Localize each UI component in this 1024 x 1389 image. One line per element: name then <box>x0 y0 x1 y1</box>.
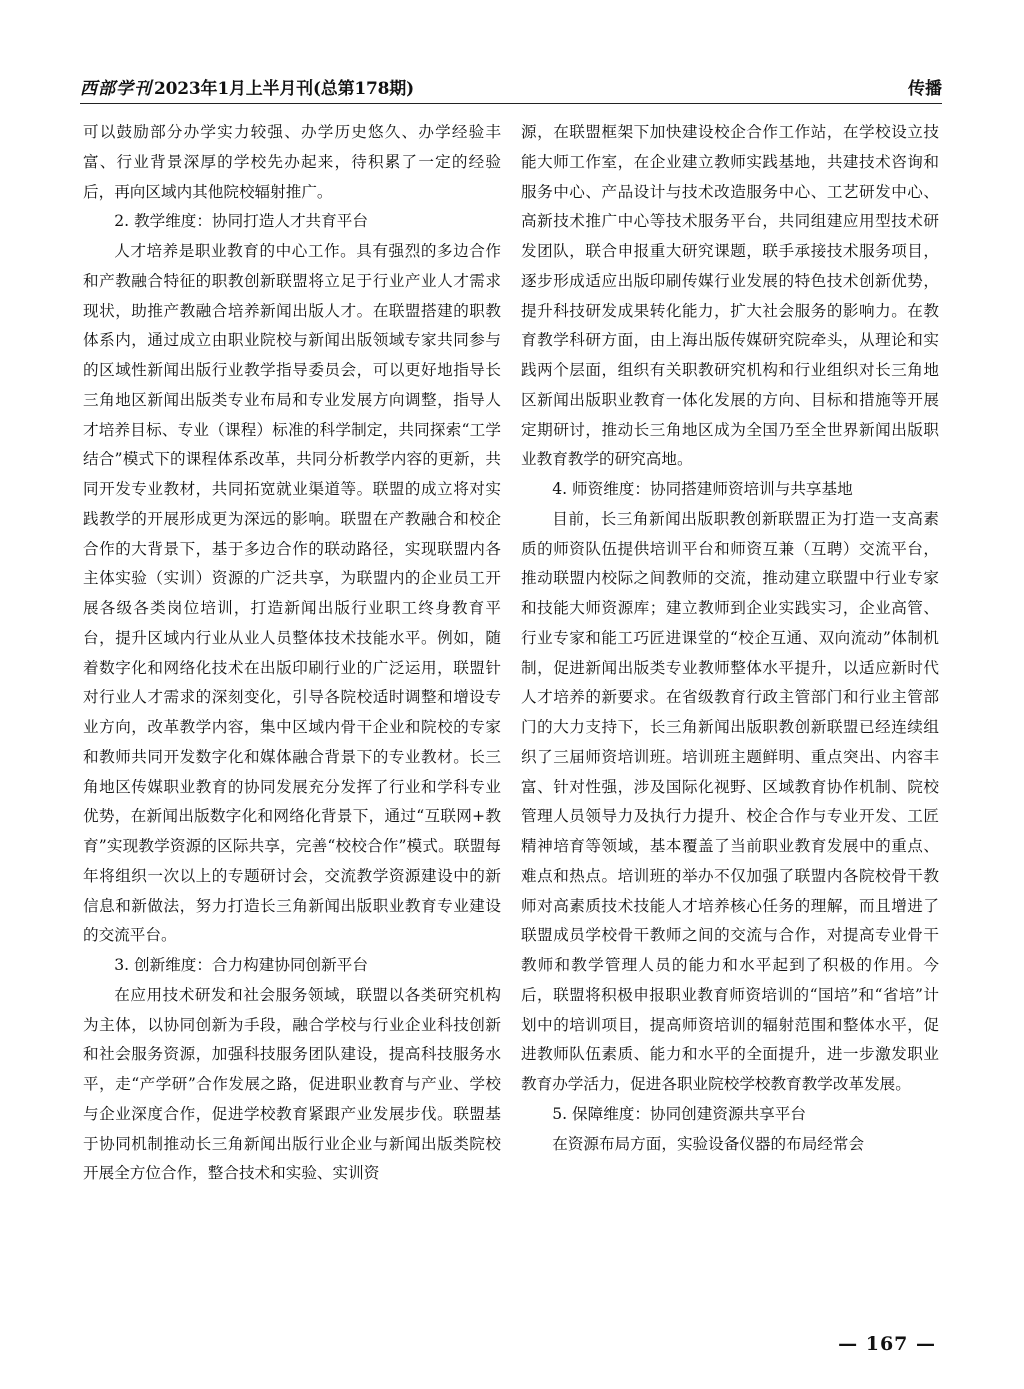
paragraph: 目前，长三角新闻出版职教创新联盟正为打造一支高素质的师资队伍提供培训平台和师资互兼（互聘）交流平台，推动联盟内校际之间教师的交流，推动建立联盟中行业专家和技能大师资源库；建立教师到企业实践实习，企业高管、行业专家和能工巧匠进课堂的“校企互通、双向流动”体制机制，促进新闻出版类专业教师整体水平提升，以适应新时代人才培养的新要求。在省级教育行政主管部门和行业主管部门的大力支持下，长三角新闻出版职教创新联盟已经连续组织了三届师资培训班。培训班主题鲜明、重点突出、内容丰富、针对性强，涉及国际化视野、区域教育协作机制、院校管理人员领导力及执行力提升、校企合作与专业开发、工匠精神培育等领域，基本覆盖了当前职业教育发展中的重点、难点和热点。培训班的举办不仅加强了联盟内各院校骨干教师对高素质技术技能人才培养核心任务的理解，而且增进了联盟成员学校骨干教师之间的交流与合作，对提高专业骨干教师和教学管理人员的能力和水平起到了积极的作用。今后，联盟将积极申报职业教育师资培训的“国培”和“省培”计划中的培训项目，提高师资培训的辐射范围和整体水平，促进教师队伍素质、能力和水平的全面提升，进一步激发职业教育办学活力，促进各职业院校学校教育教学改革发展。 <box>521 509 939 1093</box>
page-number: — 167 — <box>838 1333 936 1355</box>
subsection-heading: 5. 保障维度：协同创建资源共享平台 <box>552 1104 806 1123</box>
subsection-heading: 2. 教学维度：协同打造人才共育平台 <box>114 212 368 231</box>
subsection-heading: 4. 师资维度：协同搭建师资培训与共享基地 <box>552 480 853 498</box>
running-header <box>80 70 942 102</box>
right-column <box>521 118 939 1159</box>
subsection-heading: 3. 创新维度：合力构建协同创新平台 <box>114 956 368 974</box>
section-title: 传播 <box>908 79 942 99</box>
paragraph: 源，在联盟框架下加快建设校企合作工作站，在学校设立技能大师工作室，在企业建立教师实践基地，共建技术咨询和服务中心、产品设计与技术改造服务中心、工艺研发中心、高新技术推广中心等技术服务平台，共同组建应用型技术研发团队，联合申报重大研究课题，联手承接技术服务项目，逐步形成适应出版印刷传媒行业发展的特色技术创新优势，提升科技研发成果转化能力，扩大社会服务的影响力。在教育教学科研方面，由上海出版传媒研究院牵头，从理论和实践两个层面，组织有关职教研究机构和行业组织对长三角地区新闻出版职业教育一体化发展的方向、目标和措施等开展定期研讨，推动长三角地区成为全国乃至全世界新闻出版职业教育教学的研究高地。 <box>521 123 939 469</box>
paragraph: 人才培养是职业教育的中心工作。具有强烈的多边合作和产教融合特征的职教创新联盟将立足于行业产业人才需求现状，助推产教融合培养新闻出版人才。在联盟搭建的职教体系内，通过成立由职业院校与新闻出版领域专家共同参与的区域性新闻出版行业教学指导委员会，可以更好地指导长三角地区新闻出版类专业布局和专业发展方向调整，指导人才培养目标、专业（课程）标准的科学制定，共同探索“工学结合”模式下的课程体系改革，共同分析教学内容的更新，共同开发专业教材，共同拓宽就业渠道等。联盟的成立将对实践教学的开展形成更为深远的影响。联盟在产教融合和校企合作的大背景下，基于多边合作的联动路径，实现联盟内各主体实验（实训）资源的广泛共享，为联盟内的企业员工开展各级各类岗位培训，打造新闻出版行业职工终身教育平台，提升区域内行业从业人员整体技术技能水平。例如，随着数字化和网络化技术在出版印刷行业的广泛运用，联盟针对行业人才需求的深刻变化，引导各院校适时调整和增设专业方向，改革教学内容，集中区域内骨干企业和院校的专家和教师共同开发数字化和媒体融合背景下的专业教材。长三角地区传媒职业教育的协同发展充分发挥了行业和学科专业优势，在新闻出版数字化和网络化背景下，通过“互联网+教育”实现教学资源的区际共享，完善“校校合作”模式。联盟每年将组织一次以上的专题研讨会，交流教学资源建设中的新信息和新做法，努力打造长三角新闻出版职业教育专业建设的交流平台。 <box>83 242 501 945</box>
header-rule <box>80 103 942 104</box>
issue-info: 2023年1月上半月刊(总第178期) <box>154 79 414 99</box>
left-column <box>83 118 501 1189</box>
journal-masthead <box>80 74 414 99</box>
paragraph: 可以鼓励部分办学实力较强、办学历史悠久、办学经验丰富、行业背景深厚的学校先办起来，待积累了一定的经验后，再向区域内其他院校辐射推广。 <box>83 123 501 201</box>
paragraph: 在资源布局方面，实验设备仪器的布局经常会 <box>552 1134 865 1153</box>
journal-logo: 西部学刊 <box>80 79 152 99</box>
paragraph: 在应用技术研发和社会服务领域，联盟以各类研究机构为主体，以协同创新为手段，融合学校与行业企业科技创新和社会服务资源，加强科技服务团队建设，提高科技服务水平，走“产学研”合作发展之路，促进职业教育与产业、学校与企业深度合作，促进学校教育紧跟产业发展步伐。联盟基于协同机制推动长三角新闻出版行业企业与新闻出版类院校开展全方位合作，整合技术和实验、实训资 <box>83 985 501 1183</box>
